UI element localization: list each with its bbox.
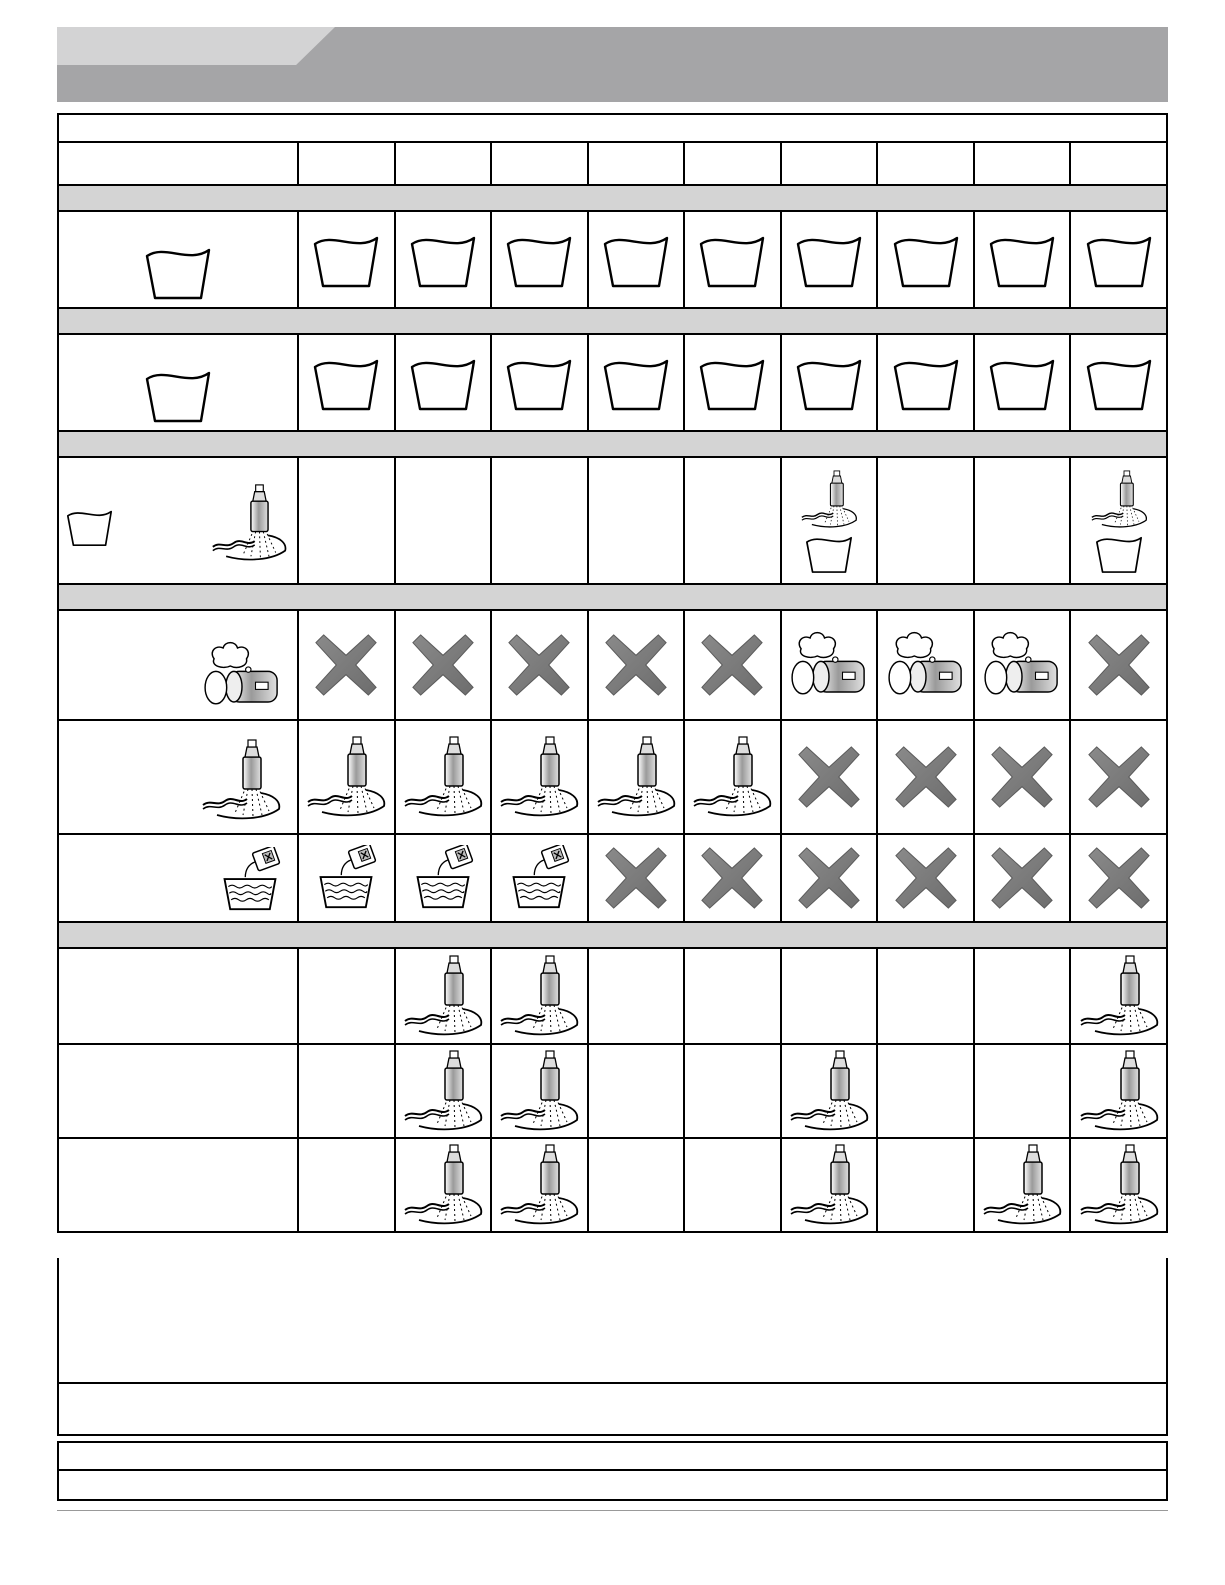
table-cell	[877, 610, 974, 720]
table-cell	[491, 211, 588, 308]
table-cell	[684, 457, 781, 584]
care-instructions-table	[57, 113, 1168, 1233]
table-cell	[974, 334, 1071, 431]
x-icon	[795, 844, 863, 912]
table-row	[58, 720, 1167, 834]
table-cell	[491, 948, 588, 1044]
table-cell	[877, 834, 974, 922]
table-cell	[877, 211, 974, 308]
spray-over-tub-icon	[782, 467, 877, 575]
steam-cleaner-icon	[981, 629, 1063, 701]
table-cell	[877, 457, 974, 584]
row-label-cell	[58, 948, 298, 1044]
table-cell	[588, 211, 685, 308]
column-header-corner	[58, 142, 298, 185]
table-cell	[974, 1044, 1071, 1138]
column-header	[588, 142, 685, 185]
table-row	[58, 948, 1167, 1044]
table-row	[58, 211, 1167, 308]
table-cell	[395, 334, 492, 431]
x-icon	[795, 743, 863, 811]
table-cell	[395, 457, 492, 584]
section-header	[58, 431, 1167, 457]
wash-tub-icon	[65, 506, 114, 548]
bleach-bucket-icon	[506, 845, 572, 911]
table-row	[58, 457, 1167, 584]
notes-section	[57, 1258, 1168, 1384]
section-header	[58, 922, 1167, 948]
table-cell	[781, 720, 878, 834]
row-label-cell	[58, 834, 298, 922]
wash-tub-icon	[1084, 230, 1154, 290]
table-cell	[1070, 211, 1167, 308]
table-cell	[491, 1138, 588, 1232]
wash-tub-icon	[143, 365, 213, 425]
row-label-cell	[58, 211, 298, 308]
spray-bottle-icon	[199, 735, 283, 825]
table-cell	[588, 948, 685, 1044]
table-cell	[588, 1044, 685, 1138]
table-cell	[395, 1044, 492, 1138]
table-cell	[974, 1138, 1071, 1232]
column-header	[298, 142, 395, 185]
bleach-bucket-icon	[313, 845, 379, 911]
row-label-cell	[58, 610, 298, 720]
spray-bottle-icon	[690, 732, 774, 822]
table-cell	[877, 720, 974, 834]
wash-tub-icon	[408, 230, 478, 290]
table-cell	[588, 834, 685, 922]
spray-bottle-icon	[799, 467, 859, 532]
column-header	[491, 142, 588, 185]
table-cell	[974, 834, 1071, 922]
x-icon	[1085, 844, 1153, 912]
wash-tub-icon	[143, 242, 213, 302]
row-label-cell	[58, 1044, 298, 1138]
table-cell	[298, 610, 395, 720]
notes-secondary-section	[57, 1382, 1168, 1436]
table-cell	[781, 211, 878, 308]
row-label-cell	[58, 457, 298, 584]
wash-tub-icon	[601, 353, 671, 413]
table-cell	[588, 334, 685, 431]
table-cell	[684, 334, 781, 431]
table-row	[58, 334, 1167, 431]
table-cell	[298, 211, 395, 308]
table-cell	[781, 610, 878, 720]
column-header	[1070, 142, 1167, 185]
section-header	[58, 584, 1167, 610]
spray-bottle-icon	[304, 732, 388, 822]
table-cell	[395, 948, 492, 1044]
table-cell	[781, 457, 878, 584]
spray-bottle-icon	[497, 732, 581, 822]
table-cell	[298, 948, 395, 1044]
spray-bottle-icon	[787, 1140, 871, 1230]
table-row	[58, 1044, 1167, 1138]
table-cell	[781, 834, 878, 922]
spray-bottle-icon	[1077, 951, 1161, 1041]
table-cell	[1070, 457, 1167, 584]
wash-tub-icon	[1084, 353, 1154, 413]
wash-tub-icon	[504, 353, 574, 413]
table-cell	[1070, 1138, 1167, 1232]
x-icon	[698, 631, 766, 699]
spray-bottle-icon	[594, 732, 678, 822]
row-label-cell	[58, 334, 298, 431]
table-cell	[684, 211, 781, 308]
x-icon	[1085, 743, 1153, 811]
table-cell	[298, 834, 395, 922]
table-cell	[491, 1044, 588, 1138]
table-cell	[877, 948, 974, 1044]
table-cell	[974, 457, 1071, 584]
x-icon	[988, 743, 1056, 811]
table-cell	[781, 334, 878, 431]
table-cell	[1070, 334, 1167, 431]
wash-tub-icon	[794, 230, 864, 290]
x-icon	[505, 631, 573, 699]
table-cell	[781, 1044, 878, 1138]
bleach-bucket-icon	[217, 847, 283, 913]
spray-bottle-icon	[401, 1140, 485, 1230]
spray-bottle-icon	[401, 1046, 485, 1136]
table-cell	[1070, 1044, 1167, 1138]
table-cell	[298, 334, 395, 431]
table-cell	[684, 948, 781, 1044]
x-icon	[892, 743, 960, 811]
table-cell	[491, 457, 588, 584]
table-cell	[588, 1138, 685, 1232]
steam-cleaner-icon	[885, 629, 967, 701]
table-cell	[395, 610, 492, 720]
x-icon	[409, 631, 477, 699]
x-icon	[602, 631, 670, 699]
spray-bottle-icon	[401, 732, 485, 822]
column-header	[781, 142, 878, 185]
table-cell	[684, 1044, 781, 1138]
table-cell	[877, 334, 974, 431]
wash-tub-icon	[697, 353, 767, 413]
section-header	[58, 308, 1167, 334]
wash-tub-icon	[697, 230, 767, 290]
table-cell	[877, 1044, 974, 1138]
table-cell	[491, 720, 588, 834]
table-cell	[684, 720, 781, 834]
wash-tub-icon	[804, 532, 854, 575]
table-cell	[781, 948, 878, 1044]
table-cell	[684, 1138, 781, 1232]
page-footer-rule	[57, 1510, 1168, 1511]
header-tab	[57, 27, 335, 65]
wash-tub-icon	[311, 230, 381, 290]
wash-tub-icon	[1094, 532, 1144, 575]
table-row	[58, 610, 1167, 720]
table-cell	[491, 834, 588, 922]
table-cell	[974, 720, 1071, 834]
table-cell	[684, 610, 781, 720]
spray-bottle-icon	[787, 1046, 871, 1136]
spray-bottle-icon	[401, 951, 485, 1041]
wash-tub-icon	[601, 230, 671, 290]
column-header	[684, 142, 781, 185]
spray-bottle-icon	[497, 1140, 581, 1230]
x-icon	[312, 631, 380, 699]
spray-bottle-icon	[1077, 1140, 1161, 1230]
spray-bottle-icon	[497, 951, 581, 1041]
column-header	[395, 142, 492, 185]
spray-bottle-icon	[980, 1140, 1064, 1230]
table-cell	[491, 334, 588, 431]
wash-tub-icon	[408, 353, 478, 413]
section-header	[58, 185, 1167, 211]
table-cell	[974, 211, 1071, 308]
x-icon	[892, 844, 960, 912]
wash-tub-icon	[987, 353, 1057, 413]
steam-cleaner-icon	[201, 639, 283, 711]
table-cell	[298, 1044, 395, 1138]
table-cell	[588, 610, 685, 720]
x-icon	[602, 844, 670, 912]
wash-tub-icon	[891, 230, 961, 290]
row-label-cell	[58, 720, 298, 834]
table-cell	[1070, 720, 1167, 834]
table-cell	[974, 610, 1071, 720]
table-cell	[395, 834, 492, 922]
bleach-bucket-icon	[410, 845, 476, 911]
table-cell	[588, 457, 685, 584]
wash-tub-icon	[891, 353, 961, 413]
table-cell	[395, 1138, 492, 1232]
table-cell	[877, 1138, 974, 1232]
footer-divider	[59, 1469, 1166, 1471]
spray-over-tub-icon	[1071, 467, 1166, 575]
wash-tub-icon	[987, 230, 1057, 290]
steam-cleaner-icon	[788, 629, 870, 701]
footer-box	[57, 1441, 1168, 1501]
wash-tub-icon	[794, 353, 864, 413]
table-cell	[974, 948, 1071, 1044]
spray-bottle-icon	[1077, 1046, 1161, 1136]
wash-tub-icon	[504, 230, 574, 290]
table-cell	[491, 610, 588, 720]
table-row	[58, 1138, 1167, 1232]
wash-tub-icon	[311, 353, 381, 413]
table-cell	[1070, 834, 1167, 922]
spray-bottle-icon	[1089, 467, 1149, 532]
spray-bottle-icon	[209, 480, 289, 566]
row-label-cell	[58, 1138, 298, 1232]
x-icon	[1085, 631, 1153, 699]
column-header	[877, 142, 974, 185]
table-cell	[781, 1138, 878, 1232]
table-cell	[298, 720, 395, 834]
table-cell	[684, 834, 781, 922]
table-cell	[298, 1138, 395, 1232]
x-icon	[698, 844, 766, 912]
table-cell	[1070, 948, 1167, 1044]
spray-bottle-icon	[497, 1046, 581, 1136]
table-cell	[395, 211, 492, 308]
table-row	[58, 834, 1167, 922]
table-cell	[1070, 610, 1167, 720]
table-cell	[588, 720, 685, 834]
x-icon	[988, 844, 1056, 912]
table-cell	[395, 720, 492, 834]
table-title-row	[58, 114, 1167, 142]
column-header	[974, 142, 1071, 185]
table-cell	[298, 457, 395, 584]
